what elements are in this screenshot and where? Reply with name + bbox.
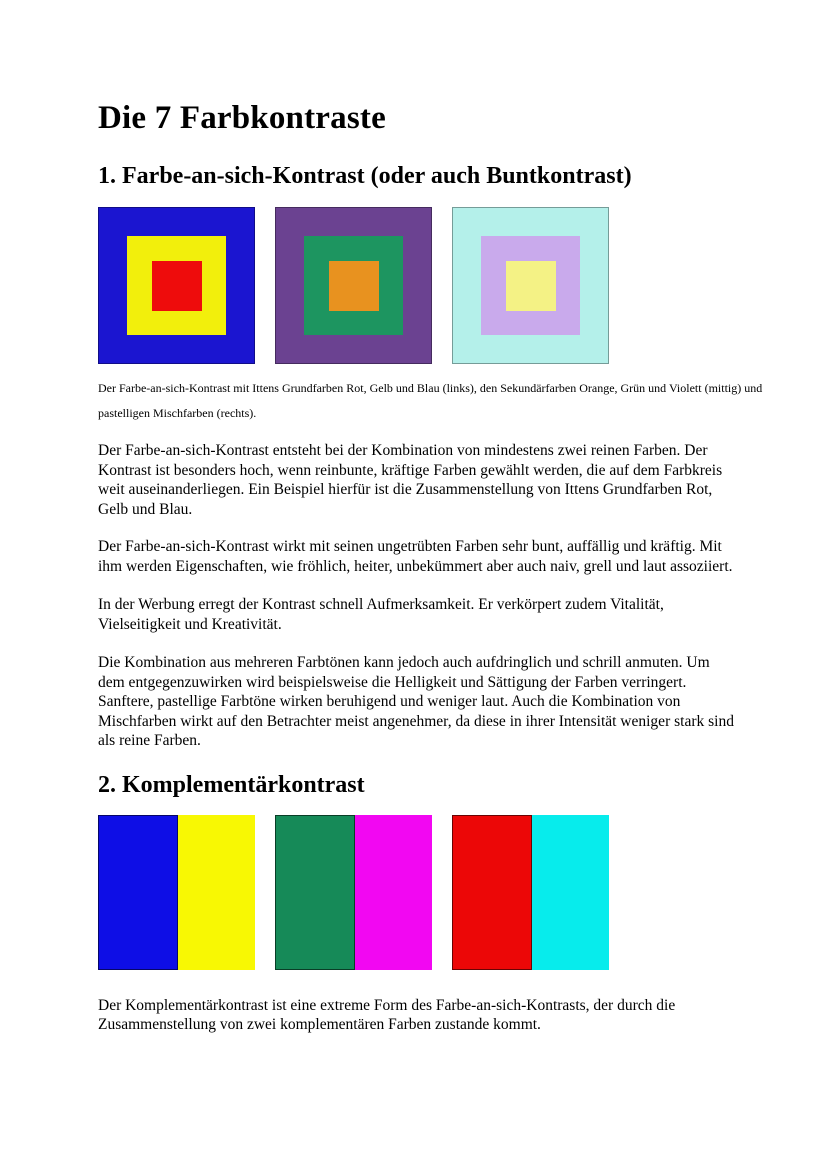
swatch-mischfarben-inner (506, 261, 556, 311)
swatch-sekundaerfarben-middle (304, 236, 403, 335)
figure-caption-line-2: pastelligen Mischfarben (rechts). (98, 406, 257, 420)
swatch-pair-gruen-magenta-left (275, 815, 355, 970)
section-1-heading: 1. Farbe-an-sich-Kontrast (oder auch Buntkontrast) (98, 163, 632, 189)
section-2-heading: 2. Komplementärkontrast (98, 771, 365, 798)
swatch-pair-blau-gelb-right (178, 815, 256, 970)
swatch-pair-blau-gelb-left (98, 815, 178, 970)
swatch-pair-blau-gelb (98, 815, 255, 970)
swatch-mischfarben-middle (481, 236, 580, 335)
swatch-grundfarben-inner (152, 261, 202, 311)
figure-caption-line-1: Der Farbe-an-sich-Kontrast mit Ittens Grundfarben Rot, Gelb und Blau (links), den Sekundärfarben Orange, Grün und Violett (mittig) und (98, 381, 763, 395)
swatch-pair-rot-cyan-right (532, 815, 610, 970)
swatch-pair-rot-cyan (452, 815, 609, 970)
swatch-grundfarben-middle (127, 236, 226, 335)
section-1-paragraph-4: Die Kombination aus mehreren Farbtönen kann jedoch auch aufdringlich und schrill anmuten. Um dem entgegenzuwirken wird beispielsweise die Helligkeit und Sättigung der Farben verringert. Sanftere, pastellige Farbtöne wirken beruhigend und weniger laut. Auch die Kombination von Mischfarben wirkt auf den Betrachter meist angenehmer, da diese in ihrer Intensität weniger stark sind als reine Farben. (98, 654, 734, 749)
swatch-sekundaerfarben (275, 207, 432, 364)
section-2-paragraph-1: Der Komplementärkontrast ist eine extreme Form des Farbe-an-sich-Kontrasts, der durch die Zusammenstellung von zwei komplementären Farben zustande kommt. (98, 996, 676, 1033)
section-1-paragraph-1: Der Farbe-an-sich-Kontrast entsteht bei der Kombination von mindestens zwei reinen Farben. Der Kontrast ist besonders hoch, wenn reinbunte, kräftige Farben gewählt werden, die auf dem Farbkreis weit auseinanderliegen. Ein Beispiel hierfür ist die Zusammenstellung von Ittens Grundfarben Rot, Gelb und Blau. (98, 442, 723, 518)
swatch-grundfarben (98, 207, 255, 364)
swatch-mischfarben (452, 207, 609, 364)
swatch-pair-gruen-magenta (275, 815, 432, 970)
page-title: Die 7 Farbkontraste (98, 100, 386, 136)
swatch-sekundaerfarben-inner (329, 261, 379, 311)
section-1-paragraph-2: Der Farbe-an-sich-Kontrast wirkt mit seinen ungetrübten Farben sehr bunt, auffällig und kräftig. Mit ihm werden Eigenschaften, wie fröhlich, heiter, unbekümmert aber auch naiv, grell und laut assoziiert. (98, 538, 733, 575)
nested-swatch-row (98, 207, 734, 364)
section-1-paragraph-3: In der Werbung erregt der Kontrast schnell Aufmerksamkeit. Er verkörpert zudem Vitalität, Vielseitigkeit und Kreativität. (98, 596, 664, 633)
swatch-pair-gruen-magenta-right (355, 815, 433, 970)
swatch-pair-rot-cyan-left (452, 815, 532, 970)
document-page (98, 0, 763, 1035)
figure-caption (98, 376, 763, 426)
pair-swatch-row (98, 815, 734, 970)
